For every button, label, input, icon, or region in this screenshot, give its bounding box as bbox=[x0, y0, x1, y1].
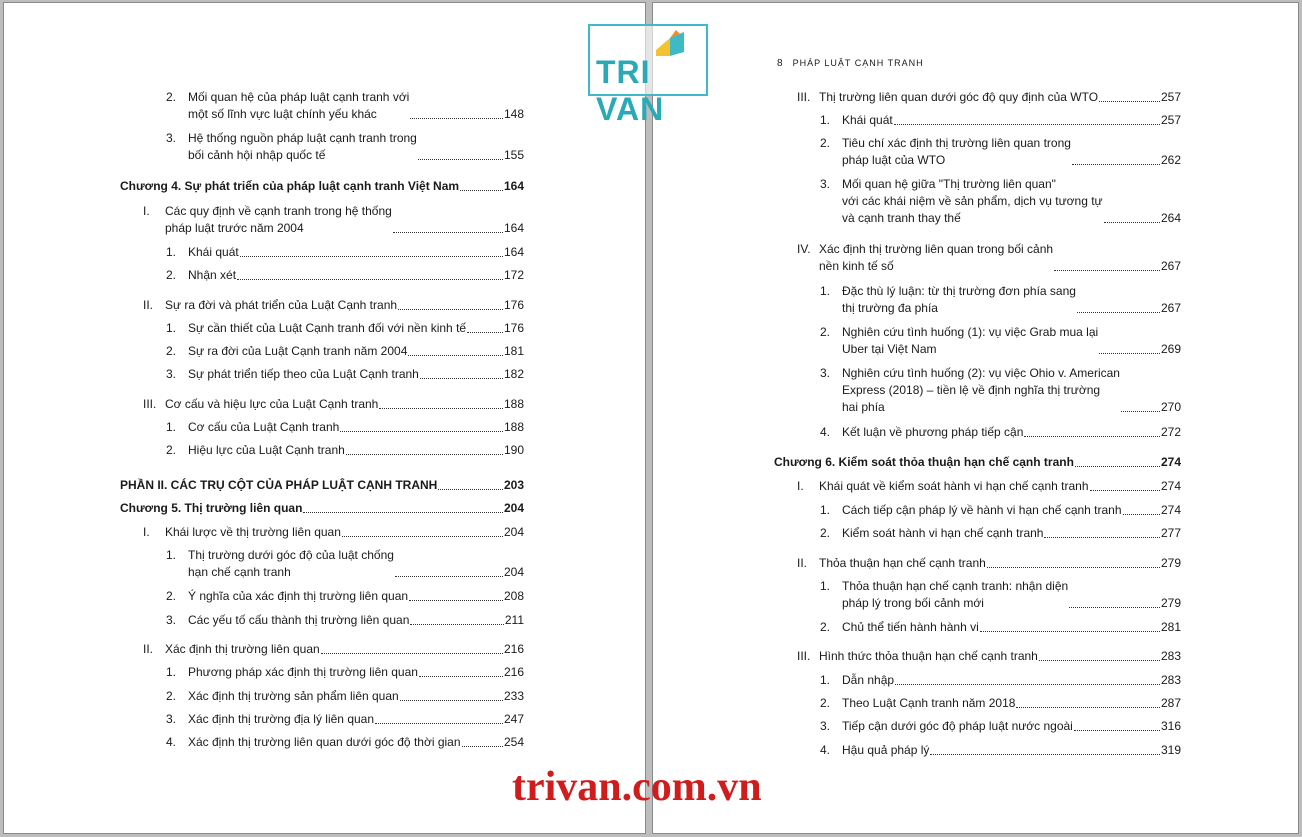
toc-entry-title-line: Các quy định về cạnh tranh trong hệ thống bbox=[165, 204, 392, 218]
toc-entry-number: 3. bbox=[166, 367, 177, 381]
toc-entry-number: 1. bbox=[166, 548, 177, 562]
toc-entry-number: 1. bbox=[820, 284, 831, 298]
toc-entry bbox=[166, 688, 524, 705]
toc-entry-number: III. bbox=[143, 397, 157, 411]
toc-entry-number: 2. bbox=[166, 589, 177, 603]
toc-entry-title-line: Hệ thống nguồn pháp luật cạnh tranh trong bbox=[188, 131, 417, 145]
toc-entry-page: 277 bbox=[1160, 526, 1181, 540]
dot-leader bbox=[894, 124, 1160, 125]
toc-entry bbox=[797, 89, 1181, 106]
toc-entry-page: 269 bbox=[1160, 342, 1181, 356]
toc-entry-title bbox=[842, 742, 929, 759]
toc-entry-title bbox=[842, 176, 1103, 227]
toc-entry-title-line: Thị trường liên quan dưới góc độ quy định của WTO bbox=[819, 90, 1099, 104]
toc-entry-title-line: Hậu quả pháp lý bbox=[842, 743, 930, 757]
toc-entry-page: 281 bbox=[1160, 620, 1181, 634]
dot-leader bbox=[375, 723, 503, 724]
dot-leader bbox=[1099, 353, 1160, 354]
toc-entry-title-line: Hình thức thỏa thuận hạn chế cạnh tranh bbox=[819, 649, 1038, 663]
toc-entry-title bbox=[188, 612, 409, 629]
toc-entry-page: 274 bbox=[1160, 479, 1181, 493]
toc-entry-title bbox=[188, 267, 236, 284]
toc-entry-page: 257 bbox=[1160, 90, 1181, 104]
toc-entry-title bbox=[188, 343, 407, 360]
dot-leader bbox=[1039, 660, 1160, 661]
toc-entry bbox=[166, 734, 524, 751]
toc-entry-number: 2. bbox=[166, 268, 177, 282]
toc-entry-title bbox=[165, 297, 397, 314]
toc-entry bbox=[820, 135, 1181, 169]
dot-leader bbox=[1016, 707, 1160, 708]
toc-entry-page: 319 bbox=[1160, 743, 1181, 757]
toc-entry-title-line: Nghiên cứu tình huống (1): vụ việc Grab mua lại bbox=[842, 325, 1099, 339]
toc-entry-title-line: Cách tiếp cận pháp lý về hành vi hạn chế cạnh tranh bbox=[842, 503, 1122, 517]
toc-entry-title-line: Nhận xét bbox=[188, 268, 237, 282]
toc-entry-title bbox=[842, 672, 894, 689]
dot-leader bbox=[460, 190, 503, 191]
toc-entry-title-line: Chủ thể tiến hành hành vi bbox=[842, 620, 979, 634]
toc-entry bbox=[820, 718, 1181, 735]
toc-entry-number: 2. bbox=[820, 696, 831, 710]
toc-entry bbox=[143, 297, 524, 314]
toc-entry-title bbox=[188, 547, 394, 581]
toc-entry-page: 155 bbox=[503, 148, 524, 162]
toc-entry-title bbox=[842, 324, 1098, 358]
toc-entry-number: 4. bbox=[166, 735, 177, 749]
toc-entry-page: 188 bbox=[503, 420, 524, 434]
toc-entry bbox=[820, 672, 1181, 689]
dot-leader bbox=[420, 378, 503, 379]
toc-entry bbox=[166, 419, 524, 436]
toc-entry-title bbox=[188, 711, 374, 728]
toc-entry-title-line: hai phía bbox=[842, 400, 885, 414]
toc-entry-page: 283 bbox=[1160, 649, 1181, 663]
toc-entry-title bbox=[188, 588, 408, 605]
running-header bbox=[777, 58, 924, 69]
toc-entry-number: 1. bbox=[820, 503, 831, 517]
right-page bbox=[652, 2, 1299, 834]
dot-leader bbox=[467, 332, 503, 333]
dot-leader bbox=[346, 454, 503, 455]
toc-entry-title-line: Khái quát về kiểm soát hành vi hạn chế cạnh tranh bbox=[819, 479, 1089, 493]
dot-leader bbox=[400, 700, 503, 701]
toc-entry-number: II. bbox=[797, 556, 808, 570]
toc-entry-page: 176 bbox=[503, 298, 524, 312]
toc-entry-title-line: PHẦN II. CÁC TRỤ CỘT CỦA PHÁP LUẬT CẠNH TRANH bbox=[120, 478, 438, 492]
dot-leader bbox=[438, 489, 503, 490]
toc-entry bbox=[166, 366, 524, 383]
toc-entry-title bbox=[819, 241, 1053, 275]
toc-entry-title-line: Dẫn nhập bbox=[842, 673, 895, 687]
toc-entry-title-line: Kiểm soát hành vi hạn chế cạnh tranh bbox=[842, 526, 1044, 540]
toc-entry-title bbox=[188, 89, 409, 123]
toc-entry-title bbox=[842, 283, 1076, 317]
toc-entry-number: I. bbox=[143, 525, 150, 539]
dot-leader bbox=[395, 576, 503, 577]
toc-entry-page: 279 bbox=[1160, 596, 1181, 610]
toc-entry-page: 216 bbox=[503, 665, 524, 679]
toc-entry bbox=[143, 396, 524, 413]
dot-leader bbox=[393, 232, 503, 233]
toc-entry bbox=[166, 711, 524, 728]
toc-entry-title bbox=[120, 477, 437, 494]
toc-entry-title-line: Khái quát bbox=[188, 245, 239, 259]
toc-entry-title-line: pháp lý trong bối cảnh mới bbox=[842, 596, 984, 610]
toc-entry bbox=[166, 547, 524, 581]
toc-entry-title-line: thị trường đa phía bbox=[842, 301, 938, 315]
toc-entry bbox=[820, 619, 1181, 636]
toc-entry-page: 188 bbox=[503, 397, 524, 411]
toc-entry-number: 1. bbox=[166, 321, 177, 335]
toc-entry-title bbox=[120, 500, 302, 517]
left-page bbox=[3, 2, 646, 834]
toc-entry-number: 2. bbox=[166, 689, 177, 703]
dot-leader bbox=[340, 431, 503, 432]
toc-entry-title bbox=[842, 502, 1122, 519]
toc-entry-number: 2. bbox=[820, 325, 831, 339]
toc-entry bbox=[166, 343, 524, 360]
dot-leader bbox=[398, 309, 503, 310]
toc-entry bbox=[143, 524, 524, 541]
toc-entry bbox=[820, 112, 1181, 129]
toc-entry-title bbox=[188, 130, 417, 164]
toc-entry-page: 148 bbox=[503, 107, 524, 121]
toc-entry bbox=[120, 477, 524, 494]
toc-entry-title-line: Hiệu lực của Luật Cạnh tranh bbox=[188, 443, 345, 457]
toc-entry bbox=[120, 500, 524, 517]
dot-leader bbox=[1123, 514, 1160, 515]
toc-entry-page: 267 bbox=[1160, 259, 1181, 273]
dot-leader bbox=[895, 684, 1160, 685]
toc-entry bbox=[820, 578, 1181, 612]
toc-entry bbox=[166, 612, 524, 629]
toc-entry-title-line: một số lĩnh vực luật chính yếu khác bbox=[188, 107, 377, 121]
toc-entry-title-line: Sự ra đời và phát triển của Luật Cạnh tranh bbox=[165, 298, 398, 312]
dot-leader bbox=[987, 567, 1160, 568]
toc-entry-title-line: hạn chế cạnh tranh bbox=[188, 565, 291, 579]
toc-entry-title-line: pháp luật trước năm 2004 bbox=[165, 221, 304, 235]
dot-leader bbox=[1024, 436, 1160, 437]
toc-entry-number: III. bbox=[797, 90, 811, 104]
toc-entry-number: 1. bbox=[166, 665, 177, 679]
toc-entry bbox=[820, 742, 1181, 759]
toc-entry-title-line: với các khái niệm về sản phẩm, dịch vụ tương tự bbox=[842, 194, 1103, 208]
dot-leader bbox=[1090, 490, 1160, 491]
toc-entry bbox=[820, 424, 1181, 441]
toc-entry bbox=[797, 555, 1181, 572]
toc-entry-page: 272 bbox=[1160, 425, 1181, 439]
toc-entry-title bbox=[165, 524, 341, 541]
toc-entry-number: 3. bbox=[820, 719, 831, 733]
toc-entry-number: 2. bbox=[820, 136, 831, 150]
toc-entry-number: 3. bbox=[166, 712, 177, 726]
toc-entry-page: 190 bbox=[503, 443, 524, 457]
toc-entry-page: 287 bbox=[1160, 696, 1181, 710]
toc-entry-page: 204 bbox=[503, 525, 524, 539]
toc-entry-title-line: Đặc thù lý luận: từ thị trường đơn phía sang bbox=[842, 284, 1076, 298]
toc-entry-title bbox=[188, 734, 461, 751]
dot-leader bbox=[1099, 101, 1160, 102]
toc-entry-title bbox=[819, 555, 986, 572]
dot-leader bbox=[321, 653, 503, 654]
dot-leader bbox=[1074, 730, 1160, 731]
toc-entry-title bbox=[842, 135, 1071, 169]
toc-entry-title-line: Thị trường dưới góc độ của luật chống bbox=[188, 548, 394, 562]
toc-entry-title-line: Sự ra đời của Luật Cạnh tranh năm 2004 bbox=[188, 344, 408, 358]
dot-leader bbox=[237, 279, 503, 280]
toc-entry bbox=[166, 664, 524, 681]
toc-entry-number: 2. bbox=[820, 620, 831, 634]
toc-entry-title-line: bối cảnh hội nhập quốc tế bbox=[188, 148, 326, 162]
toc-entry-title-line: pháp luật của WTO bbox=[842, 153, 946, 167]
toc-entry-title-line: Xác định thị trường địa lý liên quan bbox=[188, 712, 375, 726]
dot-leader bbox=[408, 355, 503, 356]
toc-entry-title-line: Khái quát bbox=[842, 113, 893, 127]
toc-entry-title bbox=[819, 648, 1038, 665]
toc-entry-page: 274 bbox=[1160, 503, 1181, 517]
toc-entry-number: 1. bbox=[166, 245, 177, 259]
toc-entry-title bbox=[842, 525, 1043, 542]
toc-entry-number: II. bbox=[143, 642, 154, 656]
dot-leader bbox=[342, 536, 503, 537]
toc-entry bbox=[774, 454, 1181, 471]
toc-entry-title-line: Uber tại Việt Nam bbox=[842, 342, 937, 356]
toc-entry-title-line: Mối quan hệ giữa "Thị trường liên quan" bbox=[842, 177, 1056, 191]
toc-entry-page: 182 bbox=[503, 367, 524, 381]
toc-entry bbox=[166, 89, 524, 123]
toc-entry-number: IV. bbox=[797, 242, 811, 256]
toc-entry bbox=[166, 244, 524, 261]
dot-leader bbox=[462, 746, 503, 747]
toc-entry-title bbox=[842, 365, 1120, 416]
toc-entry bbox=[797, 648, 1181, 665]
toc-entry-title-line: Các yếu tố cấu thành thị trường liên quan bbox=[188, 613, 410, 627]
toc-entry-title-line: Cơ cấu và hiệu lực của Luật Cạnh tranh bbox=[165, 397, 379, 411]
dot-leader bbox=[419, 676, 503, 677]
toc-entry-title bbox=[120, 178, 459, 195]
dot-leader bbox=[409, 600, 503, 601]
toc-entry-title bbox=[188, 244, 239, 261]
watermark-url: trivan.com.vn bbox=[512, 764, 762, 810]
toc-entry-page: 270 bbox=[1160, 400, 1181, 414]
toc-entry-page: 204 bbox=[503, 501, 524, 515]
toc-entry-number: 4. bbox=[820, 743, 831, 757]
toc-entry-title bbox=[842, 695, 1015, 712]
dot-leader bbox=[1121, 411, 1160, 412]
toc-entry-title-line: Phương pháp xác định thị trường liên quan bbox=[188, 665, 418, 679]
toc-entry-title-line: Sự phát triển tiếp theo của Luật Cạnh tranh bbox=[188, 367, 419, 381]
toc-entry bbox=[820, 525, 1181, 542]
toc-entry-title-line: Tiêu chí xác định thị trường liên quan trong bbox=[842, 136, 1071, 150]
toc-entry-title-line: Ý nghĩa của xác định thị trường liên quan bbox=[188, 589, 409, 603]
toc-entry-number: 1. bbox=[820, 673, 831, 687]
toc-entry-title-line: Express (2018) – tiền lệ về định nghĩa thị trường bbox=[842, 383, 1101, 397]
toc-entry bbox=[166, 588, 524, 605]
toc-entry-title bbox=[774, 454, 1074, 471]
toc-entry-page: 216 bbox=[503, 642, 524, 656]
toc-entry-title-line: Kết luận về phương pháp tiếp cận bbox=[842, 425, 1024, 439]
dot-leader bbox=[1104, 222, 1160, 223]
toc-entry bbox=[120, 178, 524, 195]
toc-entry-page: 262 bbox=[1160, 153, 1181, 167]
toc-entry bbox=[820, 695, 1181, 712]
header-page-number: 8 bbox=[777, 58, 783, 69]
toc-entry-title-line: Chương 6. Kiểm soát thỏa thuận hạn chế cạnh tranh bbox=[774, 455, 1074, 469]
toc-entry-title-line: Theo Luật Cạnh tranh năm 2018 bbox=[842, 696, 1016, 710]
toc-entry-title bbox=[842, 112, 893, 129]
toc-entry bbox=[166, 442, 524, 459]
toc-entry-title-line: Xác định thị trường liên quan dưới góc độ thời gian bbox=[188, 735, 461, 749]
toc-entry-title bbox=[842, 619, 979, 636]
header-title: PHÁP LUẬT CẠNH TRANH bbox=[792, 58, 924, 68]
toc-entry-number: 2. bbox=[166, 90, 177, 104]
toc-entry-title bbox=[188, 442, 345, 459]
toc-entry-title-line: Tiếp cận dưới góc độ pháp luật nước ngoài bbox=[842, 719, 1073, 733]
toc-entry-page: 211 bbox=[504, 613, 524, 627]
dot-leader bbox=[1077, 312, 1160, 313]
toc-entry-number: 1. bbox=[820, 579, 831, 593]
toc-entry-title bbox=[188, 688, 399, 705]
toc-entry bbox=[820, 502, 1181, 519]
dot-leader bbox=[1054, 270, 1160, 271]
toc-entry bbox=[166, 320, 524, 337]
toc-entry-page: 203 bbox=[503, 478, 524, 492]
toc-entry-number: 2. bbox=[166, 443, 177, 457]
toc-entry-title-line: Mối quan hệ của pháp luật cạnh tranh với bbox=[188, 90, 410, 104]
toc-entry-title-line: Chương 4. Sự phát triển của pháp luật cạnh tranh Việt Nam bbox=[120, 179, 460, 193]
dot-leader bbox=[418, 159, 503, 160]
toc-entry-page: 316 bbox=[1160, 719, 1181, 733]
toc-entry-title-line: nền kinh tế số bbox=[819, 259, 894, 273]
toc-entry-number: 3. bbox=[166, 131, 177, 145]
toc-entry-page: 274 bbox=[1160, 455, 1181, 469]
dot-leader bbox=[1069, 607, 1160, 608]
toc-entry-number: III. bbox=[797, 649, 811, 663]
dot-leader bbox=[1044, 537, 1160, 538]
toc-entry-page: 267 bbox=[1160, 301, 1181, 315]
toc-entry bbox=[820, 283, 1181, 317]
toc-entry-title bbox=[188, 664, 418, 681]
toc-entry-number: 4. bbox=[820, 425, 831, 439]
dot-leader bbox=[303, 512, 503, 513]
toc-entry-title-line: Thỏa thuận hạn chế cạnh tranh: nhận diện bbox=[842, 579, 1069, 593]
dot-leader bbox=[1072, 164, 1160, 165]
toc-entry-page: 283 bbox=[1160, 673, 1181, 687]
toc-entry-page: 181 bbox=[503, 344, 524, 358]
toc-entry-title-line: Xác định thị trường sản phẩm liên quan bbox=[188, 689, 399, 703]
dot-leader bbox=[930, 754, 1160, 755]
toc-entry-number: 2. bbox=[820, 526, 831, 540]
toc-entry-page: 264 bbox=[1160, 211, 1181, 225]
toc-entry bbox=[143, 641, 524, 658]
toc-entry-number: 3. bbox=[166, 613, 177, 627]
toc-entry-title-line: và cạnh tranh thay thế bbox=[842, 211, 961, 225]
toc-entry-title bbox=[188, 366, 419, 383]
dot-leader bbox=[410, 118, 503, 119]
toc-entry-page: 279 bbox=[1160, 556, 1181, 570]
tri-van-logo bbox=[588, 24, 708, 127]
dot-leader bbox=[240, 256, 503, 257]
toc-entry-page: 204 bbox=[503, 565, 524, 579]
toc-entry-title bbox=[842, 424, 1023, 441]
toc-entry-number: I. bbox=[143, 204, 150, 218]
logo-text: TRI VAN bbox=[596, 54, 665, 127]
toc-entry-page: 208 bbox=[503, 589, 524, 603]
dot-leader bbox=[379, 408, 503, 409]
toc-entry-title bbox=[165, 203, 392, 237]
toc-entry bbox=[143, 203, 524, 237]
toc-entry-title bbox=[165, 396, 378, 413]
dot-leader bbox=[1075, 466, 1160, 467]
toc-entry-title bbox=[188, 320, 466, 337]
toc-entry-title bbox=[842, 718, 1073, 735]
toc-entry-page: 164 bbox=[503, 245, 524, 259]
toc-entry-title-line: Thỏa thuận hạn chế cạnh tranh bbox=[819, 556, 986, 570]
toc-entry bbox=[820, 176, 1181, 227]
toc-entry-number: I. bbox=[797, 479, 804, 493]
toc-entry-title-line: Xác định thị trường liên quan trong bối cảnh bbox=[819, 242, 1054, 256]
toc-entry-page: 233 bbox=[503, 689, 524, 703]
toc-entry-title bbox=[165, 641, 320, 658]
toc-entry-number: 3. bbox=[820, 366, 831, 380]
toc-entry bbox=[820, 365, 1181, 416]
toc-entry-title bbox=[819, 89, 1098, 106]
dot-leader bbox=[980, 631, 1160, 632]
toc-entry-title-line: Xác định thị trường liên quan bbox=[165, 642, 320, 656]
toc-entry-title bbox=[188, 419, 339, 436]
dot-leader bbox=[410, 624, 503, 625]
toc-entry-page: 164 bbox=[503, 221, 524, 235]
toc-entry bbox=[797, 478, 1181, 495]
toc-entry-number: II. bbox=[143, 298, 154, 312]
toc-entry-title-line: Nghiên cứu tình huống (2): vụ việc Ohio v. American bbox=[842, 366, 1120, 380]
toc-entry bbox=[166, 130, 524, 164]
toc-entry-page: 164 bbox=[503, 179, 524, 193]
toc-entry bbox=[166, 267, 524, 284]
toc-entry-page: 247 bbox=[503, 712, 524, 726]
toc-entry-title-line: Khái lược về thị trường liên quan bbox=[165, 525, 341, 539]
toc-entry-number: 1. bbox=[820, 113, 831, 127]
toc-entry bbox=[797, 241, 1181, 275]
toc-entry-title-line: Cơ cấu của Luật Cạnh tranh bbox=[188, 420, 340, 434]
toc-entry-page: 176 bbox=[503, 321, 524, 335]
toc-entry-number: 2. bbox=[166, 344, 177, 358]
toc-entry-page: 172 bbox=[503, 268, 524, 282]
toc-entry-title-line: Chương 5. Thị trường liên quan bbox=[120, 501, 303, 515]
toc-entry-title bbox=[819, 478, 1089, 495]
toc-entry-page: 257 bbox=[1160, 113, 1181, 127]
toc-entry-number: 1. bbox=[166, 420, 177, 434]
toc-entry-page: 254 bbox=[503, 735, 524, 749]
toc-entry-title-line: Sự cần thiết của Luật Cạnh tranh đối với nền kinh tế bbox=[188, 321, 467, 335]
toc-entry bbox=[820, 324, 1181, 358]
toc-entry-number: 3. bbox=[820, 177, 831, 191]
toc-entry-title bbox=[842, 578, 1068, 612]
